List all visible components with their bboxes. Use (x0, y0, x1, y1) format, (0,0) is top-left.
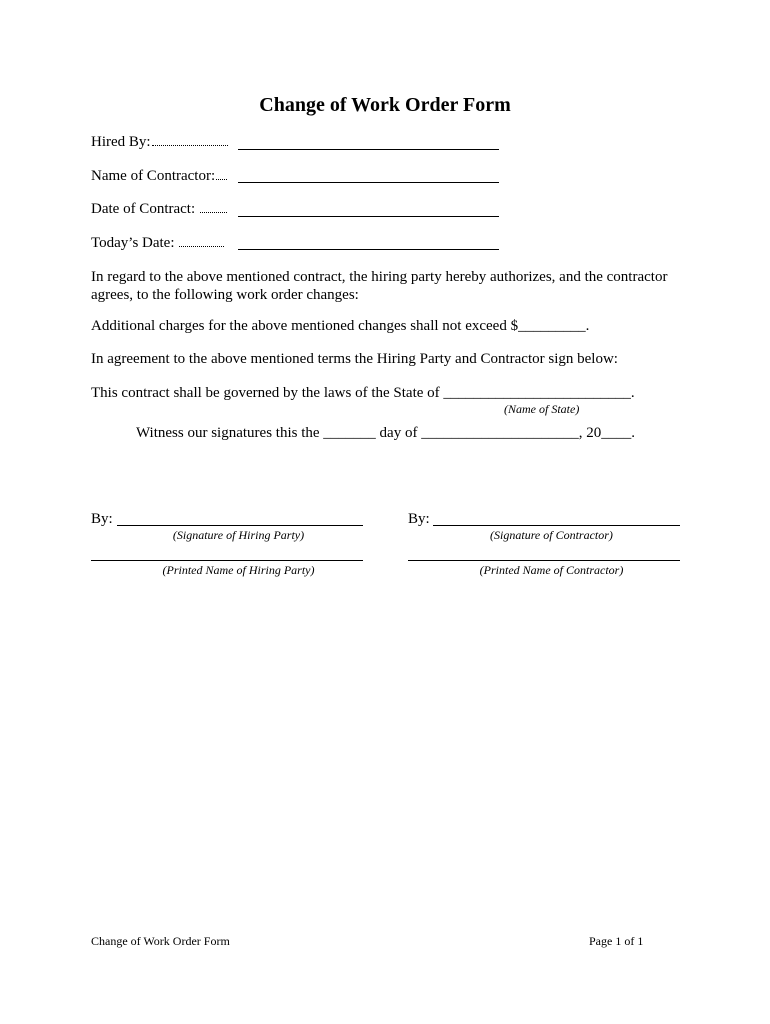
charges-paragraph: Additional charges for the above mentioned changes shall not exceed $_________. (91, 318, 590, 334)
todays-date-label (91, 235, 224, 252)
contract-date-input-line[interactable] (238, 216, 499, 217)
contractor-text: Name of Contractor: (91, 168, 216, 184)
by-label-contractor: By: (408, 511, 430, 527)
dotted-leader (152, 144, 228, 146)
hiring-signature-caption: (Signature of Hiring Party) (172, 528, 305, 542)
contract-date-text: Date of Contract: (91, 201, 196, 217)
contractor-printed-name-caption: (Printed Name of Contractor) (479, 563, 624, 577)
hired-by-text: Hired By: (91, 134, 151, 150)
footer-page-number: Page 1 of 1 (589, 934, 644, 948)
dotted-leader (216, 178, 227, 180)
dotted-leader (200, 211, 227, 213)
hired-by-input-line[interactable] (238, 149, 499, 150)
hiring-printed-name-caption: (Printed Name of Hiring Party) (162, 563, 315, 577)
footer-title: Change of Work Order Form (91, 934, 230, 948)
contractor-input-line[interactable] (238, 182, 499, 183)
hired-by-label (91, 134, 228, 151)
intro-paragraph: In regard to the above mentioned contract, the hiring party hereby authorizes, and the contractor agrees, to the following work order changes: (91, 269, 668, 303)
contract-date-label (91, 201, 227, 218)
dotted-leader (179, 245, 224, 247)
state-name-caption: (Name of State) (504, 402, 580, 416)
contractor-label (91, 168, 227, 185)
agreement-paragraph: In agreement to the above mentioned terms the Hiring Party and Contractor sign below: (91, 351, 618, 367)
page-title: Change of Work Order Form (259, 94, 511, 116)
by-label-hiring: By: (91, 511, 113, 527)
witness-paragraph: Witness our signatures this the _______ day of _____________________, 20____. (136, 425, 635, 441)
contractor-printed-name-line[interactable] (408, 560, 680, 561)
todays-date-input-line[interactable] (238, 249, 499, 250)
hiring-printed-name-line[interactable] (91, 560, 363, 561)
todays-date-text: Today’s Date: (91, 235, 175, 251)
governing-law-paragraph: This contract shall be governed by the laws of the State of _________________________. (91, 385, 635, 401)
contractor-signature-caption: (Signature of Contractor) (490, 528, 613, 542)
hiring-signature-line[interactable] (117, 525, 363, 526)
contractor-signature-line[interactable] (433, 525, 680, 526)
